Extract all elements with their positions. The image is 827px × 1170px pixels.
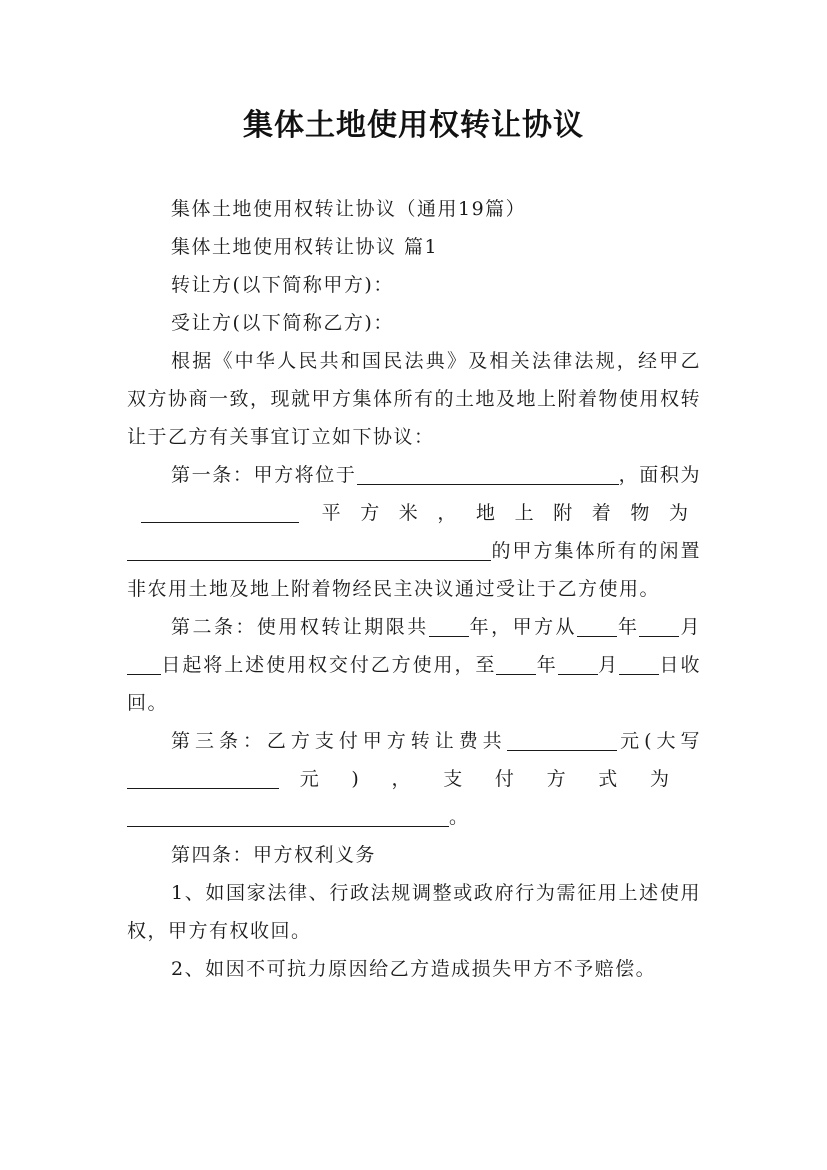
article-3: [127, 722, 701, 836]
blank-attachments: [127, 538, 491, 561]
article-3-part-a: 第三条：乙方支付甲方转让费共: [171, 730, 507, 752]
article-1-part-d: 的甲方集体所有的闲置非农用土地及地上附着物经民主决议通过受让于乙方使用。: [127, 540, 701, 600]
blank-end-day: [619, 652, 659, 675]
article-2-part-g: 月: [597, 654, 620, 676]
article-3-part-b: 元(大写: [616, 730, 701, 752]
blank-area: [141, 500, 299, 523]
article-1-part-a: 第一条：甲方将位于: [171, 464, 357, 486]
blank-start-year: [577, 614, 617, 637]
blank-term-years: [429, 614, 469, 637]
article-2-part-b: 年，甲方从: [468, 616, 578, 638]
article-4-item-1: 1、如国家法律、行政法规调整或政府行为需征用上述使用权，甲方有权收回。: [127, 882, 701, 942]
article-2-part-e: 日起将上述使用权交付乙方使用，至: [161, 654, 497, 676]
article-4-heading: 第四条：甲方权利义务: [171, 844, 377, 866]
blank-payment-method: [127, 804, 449, 827]
article-1-part-c: 平方米，地上附着物为: [315, 502, 701, 524]
subtitle: 集体土地使用权转让协议（通用19篇）: [171, 198, 527, 220]
article-4-item-2: 2、如因不可抗力原因给乙方造成损失甲方不予赔偿。: [171, 958, 657, 980]
article-2-part-f: 年: [536, 654, 558, 676]
blank-fee-words: [127, 766, 279, 789]
blank-start-day: [127, 652, 161, 675]
document-title: 集体土地使用权转让协议: [243, 108, 584, 143]
document-body: [127, 190, 701, 988]
blank-location: [357, 462, 619, 485]
blank-fee-amount: [507, 728, 617, 751]
article-2-part-h: 日收回。: [127, 654, 701, 714]
article-2-part-c: 年: [617, 616, 640, 638]
article-2: [127, 608, 701, 722]
blank-start-month: [639, 614, 679, 637]
transferor-line: 转让方(以下简称甲方)：: [171, 274, 394, 296]
article-1-part-b: ，面积为: [618, 464, 701, 486]
article-3-part-c: 元)，支付方式为: [299, 768, 701, 790]
article-3-part-d: 。: [449, 806, 470, 828]
blank-end-month: [558, 652, 598, 675]
transferee-line: 受让方(以下简称乙方)：: [171, 312, 394, 334]
article-2-part-a: 第二条：使用权转让期限共: [171, 616, 429, 638]
section-heading: 集体土地使用权转让协议 篇1: [171, 236, 439, 258]
blank-end-year: [496, 652, 536, 675]
article-2-part-d: 月: [679, 616, 701, 638]
preamble-paragraph: 根据《中华人民共和国民法典》及相关法律法规，经甲乙双方协商一致，现就甲方集体所有的土地及地上附着物使用权转让于乙方有关事宜订立如下协议：: [127, 350, 702, 448]
article-1: [127, 456, 701, 608]
